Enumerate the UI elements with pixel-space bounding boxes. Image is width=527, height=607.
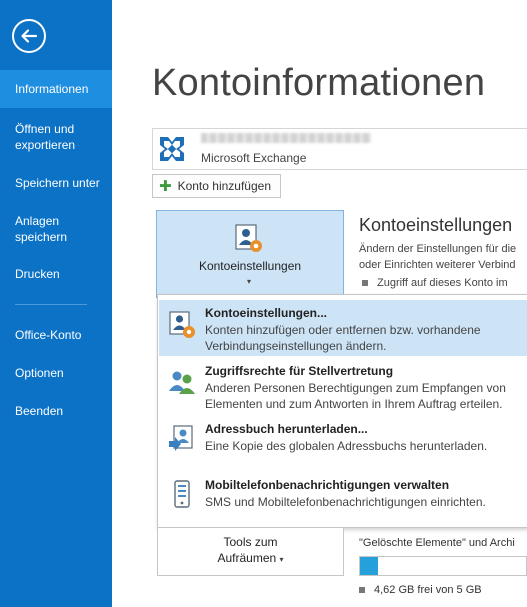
account-settings-menu [157,294,527,528]
account-type-label: Microsoft Exchange [201,151,307,165]
menu-item-description: Eine Kopie des globalen Adressbuchs herunterladen. [205,439,488,453]
bullet-square-icon [362,280,368,286]
add-account-label: Konto hinzufügen [177,179,271,193]
account-settings-icon [167,310,197,340]
menu-item-title: Adressbuch herunterladen... [205,422,368,436]
bullet-square-icon [359,587,365,593]
nav-office-konto[interactable]: Office-Konto [15,328,82,342]
mailbox-storage-bar [359,556,527,576]
nav-speichern-unter[interactable]: Speichern unter [15,176,100,190]
backstage-sidebar [0,0,112,607]
menu-item-kontoeinstellungen[interactable] [159,300,527,356]
menu-item-title: Mobiltelefonbenachrichtigungen verwalten [205,478,450,492]
menu-item-description: Konten hinzufügen oder entfernen bzw. vorhandene Verbindungseinstellungen ändern. [205,323,481,353]
account-settings-icon [233,223,265,255]
exchange-icon [157,134,187,164]
menu-item-description: Anderen Personen Berechtigungen zum Empfangen von Elementen und zum Antworten in Ihrem Auftrag erteilen. [205,381,506,411]
menu-item-mobilbenachrichtigungen[interactable] [159,473,527,518]
delegate-access-icon [167,367,197,397]
cleanup-tools-label-1: Tools zum [223,535,278,549]
add-account-button[interactable] [152,174,281,198]
bullet-text: Zugriff auf dieses Konto im [377,277,508,289]
nav-informationen[interactable]: Informationen [0,70,112,108]
nav-anlagen-speichern[interactable]: Anlagen speichern [15,214,68,244]
nav-drucken[interactable]: Drucken [15,267,60,281]
mobile-notifications-icon [167,479,197,509]
section-desc-line-2: oder Einrichten weiterer Verbind [359,259,516,271]
back-button[interactable] [12,19,46,53]
account-email-blurred [201,133,371,143]
section-heading: Kontoeinstellungen [359,215,513,235]
deleted-items-label: "Gelöschte Elemente" und Archi [359,537,515,549]
account-settings-button-label: Kontoeinstellungen [198,259,302,273]
page-title: Kontoinformationen [152,62,486,104]
mailbox-storage-fill [360,557,378,575]
section-bullet [362,277,508,289]
section-description [359,241,527,273]
nav-optionen[interactable]: Optionen [15,366,64,380]
arrow-left-icon [20,27,38,45]
menu-item-stellvertretung[interactable] [159,359,527,414]
nav-oeffnen-exportieren[interactable]: Öffnen und exportieren [15,122,76,152]
section-desc-line-1: Ändern der Einstellungen für die [359,243,517,255]
account-selector[interactable] [152,128,527,170]
nav-beenden[interactable]: Beenden [15,404,64,418]
chevron-down-icon: ▾ [247,277,252,286]
menu-item-title: Zugriffsrechte für Stellvertretung [205,364,394,378]
account-settings-dropdown-button[interactable] [156,210,344,298]
menu-item-description: SMS und Mobiltelefonbenachrichtigungen einrichten. [205,495,486,509]
mailbox-storage-text [359,584,482,596]
menu-item-adressbuch[interactable] [159,417,527,462]
cleanup-tools-label-2: Aufräumen [217,551,277,565]
chevron-down-icon: ▾ [279,555,284,564]
address-book-download-icon [167,423,197,453]
sidebar-divider [15,304,87,305]
cleanup-tools-button[interactable] [157,528,344,576]
storage-free-label: 4,62 GB frei von 5 GB [374,584,482,596]
menu-item-title: Kontoeinstellungen... [205,306,327,320]
plus-icon: ✚ [159,178,172,195]
